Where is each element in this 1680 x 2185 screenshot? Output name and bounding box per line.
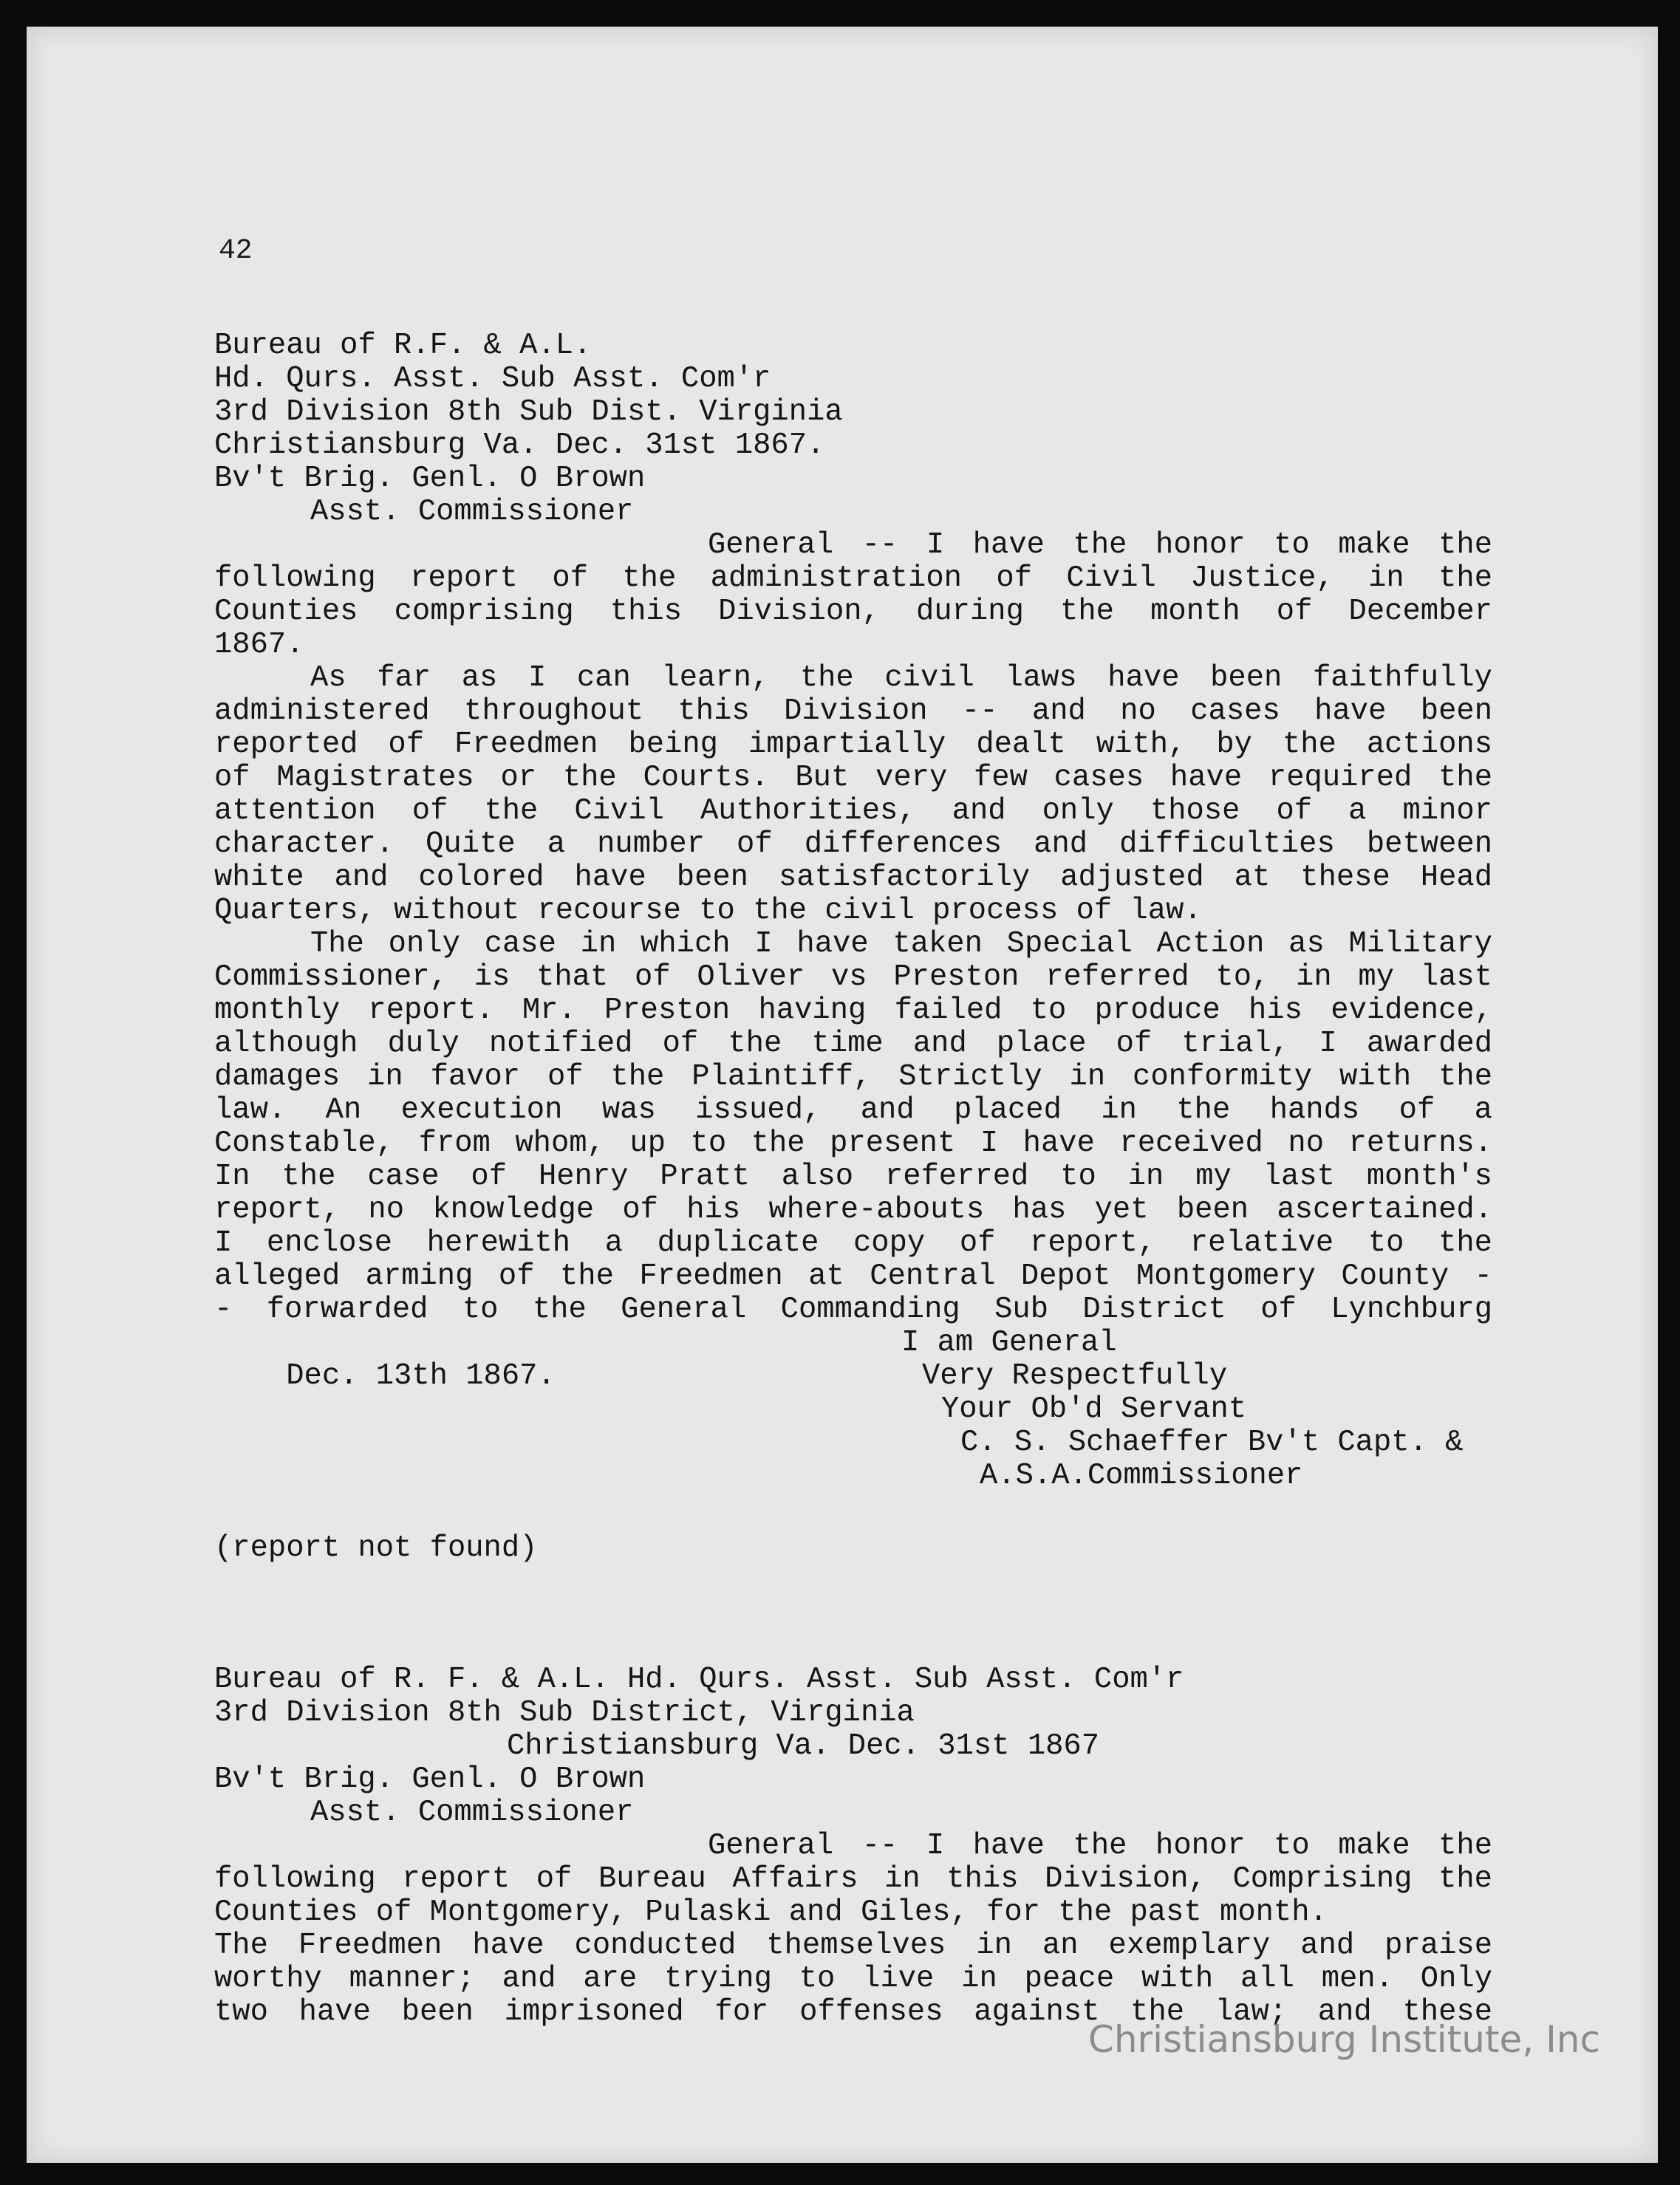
signature-title: A.S.A.Commissioner [980,1459,1303,1493]
report-note-block [214,1532,1492,1565]
watermark: Christiansburg Institute, Inc [1087,2018,1600,2061]
letter-1-header-line: Bureau of R.F. & A.L. [214,329,592,363]
letter-1-header-line: Hd. Qurs. Asst. Sub Asst. Com'r [214,362,771,396]
letter-1-paragraph-3-line: Commissioner, is that of Oliver vs Preston referred to, in my last [214,960,1492,994]
letter-1-paragraph-2-first: As far as I can learn, the civil laws have been faithfully [310,661,1492,695]
letter-1-paragraph-2-last: Quarters, without recourse to the civil process of law. [214,894,1202,928]
letter-2-header-line: Bureau of R. F. & A.L. Hd. Qurs. Asst. Sub Asst. Com'r [214,1663,1184,1697]
letter-1-paragraph-3-line: I enclose herewith a duplicate copy of report, relative to the [214,1226,1492,1260]
letter-2-header-line: 3rd Division 8th Sub District, Virginia [214,1696,915,1730]
letter-1-salutation: General -- I have the honor to make the [708,528,1492,562]
letter-1-paragraph-3-line: In the case of Henry Pratt also referred to in my last month's [214,1160,1492,1194]
letter-1-paragraph-2-line: white and colored have been satisfactorily adjusted at these Head [214,861,1492,895]
letter-1-body-line: 1867. [214,628,304,662]
letter-1-paragraph-3-line: Constable, from whom, up to the present I have received no returns. [214,1126,1492,1160]
report-note: (report not found) [214,1531,538,1565]
letter-1-paragraph-3-line: although duly notified of the time and place of trial, I awarded [214,1027,1492,1061]
letter-1-paragraph-3-line: monthly report. Mr. Preston having failed to produce his evidence, [214,994,1492,1027]
letter-2-body-line: Counties of Montgomery, Pulaski and Giles, for the past month. [214,1895,1328,1929]
letter-1-header-line: Christiansburg Va. Dec. 31st 1867. [214,428,825,462]
letter-2-addressee: Bv't Brig. Genl. O Brown [214,1762,646,1796]
page-number: 42 [219,235,253,267]
letter-1-enclosure-date: Dec. 13th 1867. [286,1359,556,1393]
letter-2-body-line: worthy manner; and are trying to live in peace with all men. Only [214,1962,1492,1996]
letter-2-salutation: General -- I have the honor to make the [708,1829,1492,1863]
letter-1-addressee: Bv't Brig. Genl. O Brown [214,462,646,496]
signature-name: C. S. Schaeffer Bv't Capt. & [960,1426,1464,1460]
letter-1-paragraph-2-line: of Magistrates or the Courts. But very few cases have required the [214,761,1492,795]
letter-2-addressee-title: Asst. Commissioner [310,1796,634,1830]
letter-1-body-line: Counties comprising this Division, during the month of December [214,595,1492,629]
closing-greeting: I am General [901,1326,1117,1360]
closing-servant: Your Ob'd Servant [941,1392,1247,1426]
letter-2-body-line: The Freedmen have conducted themselves in an exemplary and praise [214,1929,1492,1963]
letter-1-paragraph-2-line: reported of Freedmen being impartially dealt with, by the actions [214,728,1492,762]
letter-1-paragraph-2-line: character. Quite a number of differences and difficulties between [214,827,1492,861]
letter-1-paragraph-3-line: damages in favor of the Plaintiff, Strictly in conformity with the [214,1060,1492,1094]
letter-1-paragraph-2-line: administered throughout this Division -- and no cases have been [214,694,1492,728]
letter-2-body-line: two have been imprisoned for offenses against the law; and these [214,1995,1492,2029]
letter-2-location-date: Christiansburg Va. Dec. 31st 1867 [507,1729,1100,1763]
letter-1-paragraph-3-line: law. An execution was issued, and placed in the hands of a [214,1093,1492,1127]
letter-1-body-line: following report of the administration of Civil Justice, in the [214,561,1492,595]
letter-1-paragraph-2-line: attention of the Civil Authorities, and only those of a minor [214,794,1492,828]
letter-2 [214,1663,1492,2029]
letter-1-paragraph-3-first: The only case in which I have taken Special Action as Military [310,927,1492,961]
letter-1-paragraph-3-line: report, no knowledge of his where-abouts has yet been ascertained. [214,1193,1492,1227]
letter-2-body-line: following report of Bureau Affairs in this Division, Comprising the [214,1862,1492,1896]
letter-1 [214,329,1492,1493]
letter-1-header-line: 3rd Division 8th Sub Dist. Virginia [214,395,843,429]
letter-1-addressee-title: Asst. Commissioner [310,495,634,529]
letter-1-paragraph-3-line: alleged arming of the Freedmen at Central Depot Montgomery County - [214,1259,1492,1293]
closing-respectfully: Very Respectfully [922,1359,1228,1393]
letter-1-paragraph-3-line: - forwarded to the General Commanding Sub District of Lynchburg [214,1293,1492,1327]
